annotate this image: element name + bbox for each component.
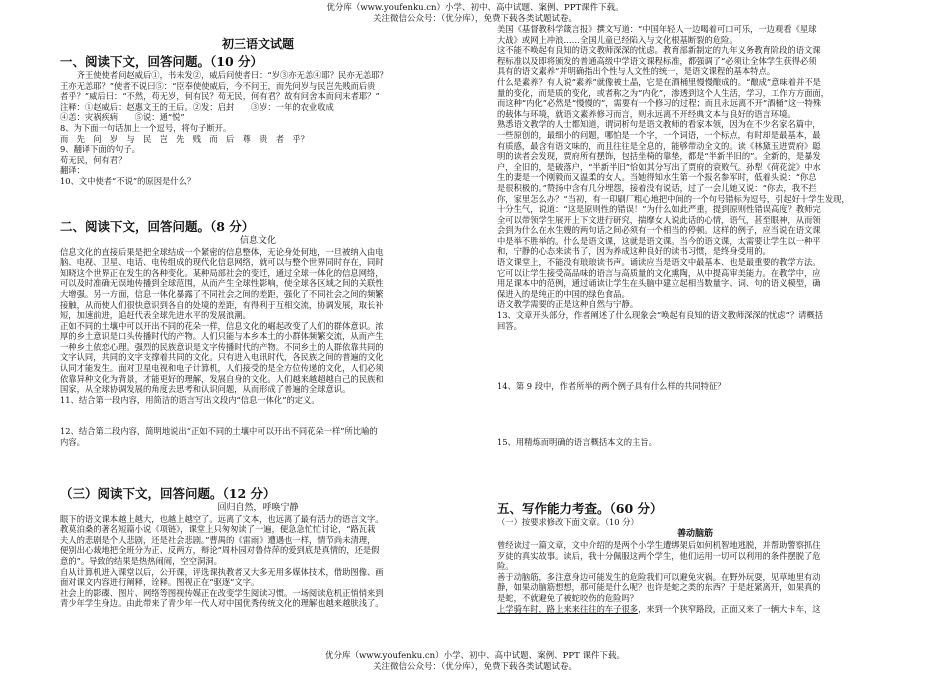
section-5-subheading: （一）按要求修改下面文章。（10 分）: [497, 517, 639, 528]
text-line: 一些原创的，最细小的问题，哪怕是一个字，一个词语，一个标点，有时却是最基本，最: [497, 129, 821, 140]
text-line: 生的妻是一个刚毅而又温柔的女人。当她得知水生第一个报名参军时，低着头说：“你总: [497, 172, 817, 183]
right-column: [497, 24, 893, 648]
left-column: [60, 36, 456, 648]
text-line: 文字认同，共同的文字支撑着共同的文化。只有进入电讯时代，各民族之间的普遍的文化: [60, 352, 384, 363]
text-line: 接触，从而使人们很快意识到各自的处境的差距，有得利于互相交流，协调发展，取长补: [60, 299, 384, 310]
question-14: 14、第 9 段中，作者所举的两个例子具有什么样的共同特征？: [497, 381, 726, 392]
text-line: 认同才能发生。面对卫星电视和电子计算机，人们接受的是全方位传递的文化，人们必须: [60, 363, 384, 374]
text-line: 善于动脑筋，多注意身边可能发生的危险我们可以避免灾祸。在野外玩耍，见草地里有动: [497, 571, 821, 582]
text-line: 十分生气，说道：“这是原则性的错误！”为什么如此严重，提到原则性错误高度？教师完: [497, 204, 821, 215]
section-1-heading: 一、阅读下文，回答问题。（10 分）: [60, 54, 263, 69]
section-5-heading: 五、写作能力考查。（60 分）: [497, 501, 663, 517]
text-line: 回答。: [497, 320, 522, 331]
question-12: 12、结合第二段内容，简明地说出“正如不同的土壤中可以开出不同花朵一样”所比喻的: [60, 426, 378, 437]
text-line: 保进入的是纯正的中国的绿色食品。: [497, 288, 630, 299]
text-line: 齐王使使者问赵威后①，书未发②，威后问使者曰：“岁③亦无恙④耶？民亦无恙耶？: [76, 70, 388, 80]
text-line: 脑、电视、卫星、电话、电传组成的现代化信息网络，就可以与整个世界同时存在，同时: [60, 257, 384, 268]
punctuation-line: 而 先 问 岁 与 民 岂 先 贱 而 后 尊 贵 者 乎？: [60, 133, 309, 144]
underlined-sentence: 上学骑车时，路上来来往往的车子很多: [497, 603, 639, 614]
text-line: 可以及时准确无误地传播到全球范围，从而产生全球性影响，使全球各区域之间的关联性: [60, 278, 384, 289]
text-line: 它可以让学生接受高品味的语言与高质量的文化熏陶，从中提高审美能力。在教学中，应: [497, 267, 821, 278]
text-line: 是蛇，不就避免了被蛇咬伤的危险吗？: [497, 592, 639, 603]
text-line: 语文课堂上，不能没有琅琅读书声。诵读应当是语文中最基本、也是最重要的教学方法。: [497, 257, 821, 268]
text-line: 和，宁静的心态来读书了，因为养成这种良好的读书习惯，是终身受用的。: [497, 246, 771, 257]
answer-space: [60, 448, 456, 484]
text-line: 而这种“内化”必然是“慢慢的”，需要有一个修习的过程；而且永远离不开“酒桶”这一特殊: [497, 98, 822, 109]
text-line: 眼下的语文课本越上越大，也越上越空了。远离了文本，也远离了最有活力的语言文字。: [60, 513, 384, 524]
answer-space: [497, 447, 893, 499]
text-line: 险。: [497, 561, 514, 572]
text-line: ④恙：灾祸疾病 ⑤说：通“悦”: [60, 112, 185, 123]
text-line: 歹徒的真实故事。读后，我十分佩服这两个学生，他们运用一切可以利用的条件摆脱了危: [497, 550, 821, 561]
text-line: 语文教学需要的正是这种自然与宁静。: [497, 299, 639, 310]
text-line: 意的”。导致的结果是热热闹闹，空空洞洞。: [60, 556, 222, 566]
section-3-body: [60, 514, 456, 609]
answer-space: [497, 392, 893, 437]
text-line: 用足课本中的范例，通过诵读让学生在头脑中建立起相当数量字、词、句的语义模型，确: [497, 278, 821, 289]
text-line: 夫人的悲剧是个人悲剧，还是社会悲剧。”曹禺的《雷雨》遭遇也一样，情节尚未清理，: [60, 534, 376, 545]
text-line: 明的读者会发现，贾府所有摆饰，包括坐椅的靠垫，都是“半新半旧的”。全新的，是暴发: [497, 151, 821, 162]
text-line: 一种乡土依恋心理。强烈的民族意识是文字传播时代的产物。不同乡土的人群依靠共同的: [60, 341, 384, 352]
section-2-heading: 二、阅读下文，回答问题。（8 分）: [60, 218, 255, 234]
text-line: 青少年学生身边。由此带来了青少年一代人对中国优秀传统文化的理解也越来越肤浅了。: [60, 598, 384, 609]
text-line: 王亦无恙耶？”使者不说曰⑤：“臣奉使使威后，今不问王，而先问岁与民岂先贱而后贵: [60, 80, 376, 91]
section-2-subtitle: 信息文化: [239, 235, 276, 246]
page-header: [0, 3, 950, 25]
text-line: 翻译：: [60, 165, 85, 176]
answer-space: [497, 331, 893, 381]
text-line: 信息文化的直接后果是把全球结成一个紧密的信息整体，无论身处何地，一旦被纳入由电: [60, 246, 384, 257]
text-line: 短，加速前进，追赶代表全球先进水平的发展浪潮。: [60, 310, 251, 321]
text-line: 户，全旧的，是破落户，“半新半旧”恰如其分写出了贾府的衰败气。孙犁《荷花淀》中水: [497, 161, 821, 172]
text-line: 知晓这个世界正在发生的各种变化。某种局部社会的变迁，通过全球一体化的信息网络，: [60, 267, 384, 278]
question-13: 13、文章开头部分，作者阐述了什么现象会“唤起有良知的语文教师深深的忧虑”？请概括: [497, 310, 824, 321]
text-line: 教莫泊桑的著名短篇小说《项链》，课堂上只匆匆读了一遍，便急急忙忙讨论，“路瓦栽: [60, 524, 376, 535]
text-line: [497, 604, 893, 615]
text-line: 社会上的影碟、图片、网络等图视传媒正在改变学生阅读习惯。一场阅读危机正悄悄来到: [60, 587, 384, 598]
text-line: 什么是素养？有人说“素养”就像被土晶，它是在酒桶里慢慢酿成的。“酿成”意味着并不是: [497, 76, 821, 87]
text-line: 的载体与环境，就语文素养修习而言，则永远离不开经典文本与良好的语言环境。: [497, 108, 796, 119]
question-10: 10、文中使者“不说”的原因是什么？: [60, 175, 196, 186]
question-15: 15、用精炼而明确的语言概括本文的主旨。: [497, 436, 657, 447]
text-line: 会到为什么在水生嫂的两句话之间必须有一个相当的停顿。这样的例子，应当说在语文课: [497, 225, 821, 236]
footer-line-2: 关注微信公众号：（优分库），免费下载各类试题试卷。: [372, 662, 577, 672]
text-line: 注释：①赵威后：赵惠文王的王后。②发：启封 ③岁：一年的农业收成: [60, 101, 334, 112]
essay-title: 善动脑筋: [676, 529, 713, 539]
page-footer: [0, 651, 950, 673]
text-line: 有质感，最含有语文味的，而且往往是全息的，能够带动全文的。读《林黛玉进贾府》聪: [497, 140, 821, 151]
text-line: 自从计算机进入课堂以后，公开课，评选课执教者又大多无用多媒体技术，借助图像、画: [60, 566, 384, 577]
question-9: 9、翻译下面的句子。: [60, 144, 140, 155]
section-2-body: [60, 247, 456, 448]
header-line-2: 关注微信公众号：（优分库），免费下载各类试题试卷。: [372, 14, 577, 24]
text-line: 你，家里怎么办？”当初，有一印刷厂粗心地把中间的一个句号错标为逗号，引起好十学生发现，: [497, 193, 850, 204]
answer-space: [60, 187, 456, 217]
footer-line-1: 优分库（www.youfenku.cn）小学、初中、高中试题、案例、PPT 课件下载。: [325, 651, 625, 661]
text-line: 具有的语文素养”并明确指出个性与人文性的统一，是语文课程的基本特点。: [497, 66, 776, 77]
text-line: 大战》或网上冲浪……全国儿童已经陷入与文化根基断裂的危险。: [497, 34, 738, 45]
text-line: 者乎？”威后曰：“不然，苟无岁，何有民？苟无民，何有君？故有问舍本而问末者耶？”: [60, 91, 380, 102]
question-8: 8、为下面一句话加上一个逗号，将句子断开。: [60, 122, 232, 133]
text-line: 量的变化，而是质的变化，或者称之为“内化”，渗透到这个人生活，学习，工作方方面面，: [497, 87, 830, 98]
text-line: 这不能不唤起有良知的语文教师深深的忧虑。教育部新制定的九年义务教育阶段的语文课: [497, 45, 821, 56]
text-line: 中是举不胜举的。什么是语文课，这就是语文课。当今的语文课，太需要让学生以一种平: [497, 235, 821, 246]
text-line: 大增强。另一方面，信息一体化暴露了不同社会之间的差距，强化了不同社会之间的频繁: [60, 288, 384, 299]
section-3-heading: （三）阅读下文，回答问题。（12 分）: [60, 485, 276, 501]
text-line: 厚的乡土意识是口头传播时代的产物。人们只能与本乡本土的小群体频繁交流，从而产生: [60, 331, 384, 342]
section-1-body: [60, 70, 456, 187]
text-line: 苟无民，何有君？: [60, 154, 127, 165]
text-line: 全可以带领学生展开上下文进行研究，揣摩女人说此话的心情，语气，甚至眼神，从而领: [497, 214, 821, 225]
text-line: 内容。: [60, 437, 85, 448]
answer-space: [60, 405, 456, 426]
section-3-continued: [497, 24, 893, 331]
section-3-subtitle: 回归自然，呼唤宁静: [217, 502, 299, 513]
document-title: 初三语文试题: [221, 37, 294, 51]
essay-body: [497, 540, 893, 614]
text-line: 便别出心裁地把全班分为正、反两方，辩论“周朴园对鲁侍萍的爱到底是真情的，还是假: [60, 545, 380, 556]
text-line: 正如不同的土壤中可以开出不同的花朵一样，信息文化的崛起改变了人们的群体意识。浓: [60, 320, 384, 331]
text-line: 是很积极的。”赞扬中含有几分埋怨，接着没有说话，过了一会儿她又说：“你去，我不拦: [497, 182, 817, 193]
text-line: 国家，从全球协调发展的角度去思考和认识问题，从而形成了普遍的全球意识。: [60, 384, 351, 395]
text-line: 熟悉语文教学的人士都知道，谓词析句是语文教师的看家本领，因为在不少名家名篇中，: [497, 119, 821, 130]
header-line-1: 优分库（www.youfenku.cn）小学、初中、高中试题、案例、PPT课件下载。: [326, 3, 624, 13]
text-line: 面对课文内容进行阐释，诠释。图视正在“驱逐”文字。: [60, 577, 260, 588]
question-11: 11、结合第一段内容，用简洁的语言写出文段内“信息一体化”的定义。: [60, 394, 320, 405]
text-line: 美国《基督教科学箴言报》撰文写道：“中国年轻人一边喝着可口可乐，一边观看《星球: [497, 24, 817, 34]
text-line: 静，如果动脑筋想想，那可能是什么呢？也许是蛇之类的东西？于是赶紧离开，如果真的: [497, 582, 821, 593]
text-fragment: ，来到一个狭窄路段，正面又来了一辆大卡车，这: [638, 603, 821, 614]
text-line: 程标准以及即将颁发的普通高级中学语文课程标准，都强调了“必须让全体学生获得必须: [497, 55, 817, 66]
text-line: 曾经读过一篇文章，文中介绍的是两个小学生遭绑架后如何机智地逃脱，并帮助警察抓住: [497, 540, 821, 550]
text-line: 依靠异种文化为背景，才能更好的理解，发展自身的文化。人们越来越超越自己的民族和: [60, 373, 384, 384]
